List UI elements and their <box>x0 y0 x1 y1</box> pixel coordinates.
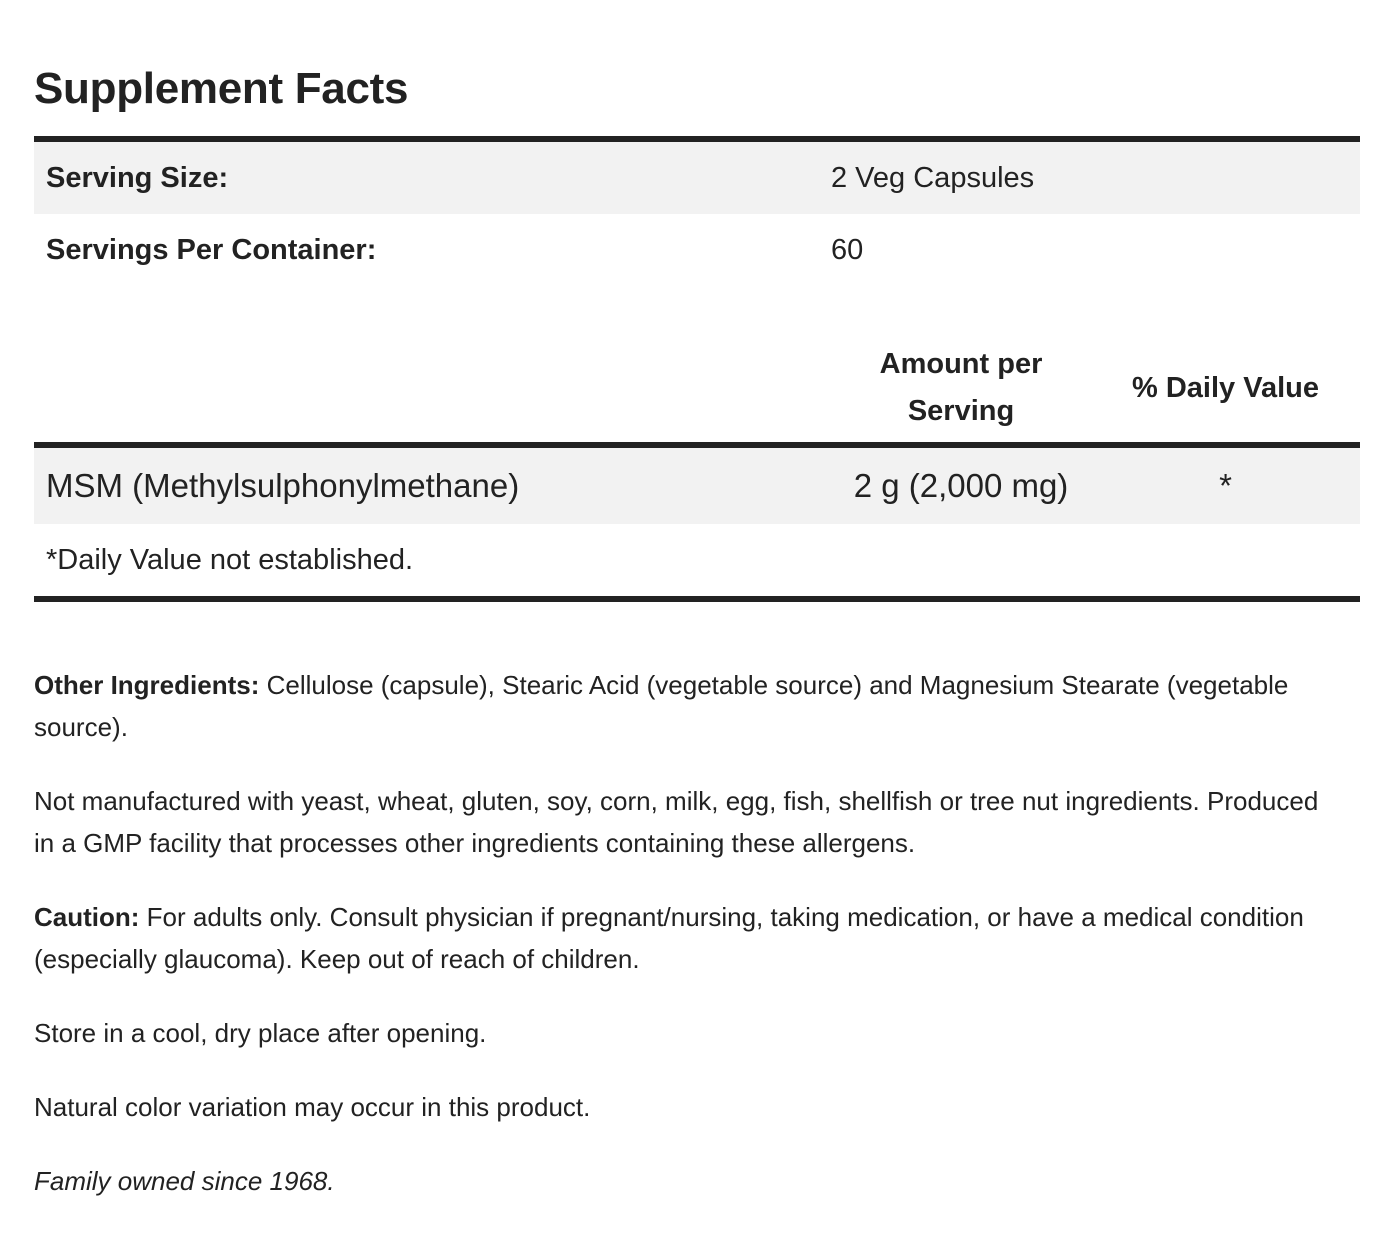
color-variation-statement: Natural color variation may occur in this product. <box>34 1092 591 1122</box>
family-owned-statement: Family owned since 1968. <box>34 1166 335 1196</box>
servings-per-container-value: 60 <box>831 233 864 266</box>
servings-per-container-row <box>34 214 1360 286</box>
serving-size-value: 2 Veg Capsules <box>831 161 1035 194</box>
amount-per-serving-header: Amount per Serving <box>879 348 1043 427</box>
serving-size-row <box>34 142 1360 214</box>
facts-table <box>34 136 1360 602</box>
footnote-row <box>34 524 1360 596</box>
servings-per-container-label: Servings Per Container: <box>46 233 377 266</box>
page-title: Supplement Facts <box>34 64 409 113</box>
ingredient-daily-value: * <box>1219 467 1232 504</box>
caution-statement: Caution: For adults only. Consult physician if pregnant/nursing, taking medication, or have a medical condition (especially glaucoma). Keep out of reach of children. <box>34 902 1304 974</box>
storage-statement: Store in a cool, dry place after opening. <box>34 1018 487 1048</box>
table-row <box>34 448 1360 524</box>
serving-size-label: Serving Size: <box>46 161 229 194</box>
allergen-statement: Not manufactured with yeast, wheat, gluten, soy, corn, milk, egg, fish, shellfish or tree nut ingredients. Produced in a GMP facility that processes other ingredients containing these allergens. <box>34 786 1319 858</box>
daily-value-header: % Daily Value <box>1132 371 1319 404</box>
product-notes <box>34 664 1334 1234</box>
other-ingredients: Other Ingredients: Cellulose (capsule), Stearic Acid (vegetable source) and Magnesium Stearate (vegetable source). <box>34 670 1289 742</box>
ingredient-name: MSM (Methylsulphonylmethane) <box>46 467 520 504</box>
table-header-row <box>34 334 1360 442</box>
bottom-rule <box>34 596 1360 602</box>
daily-value-footnote: *Daily Value not established. <box>46 543 414 576</box>
ingredient-amount: 2 g (2,000 mg) <box>853 467 1069 504</box>
